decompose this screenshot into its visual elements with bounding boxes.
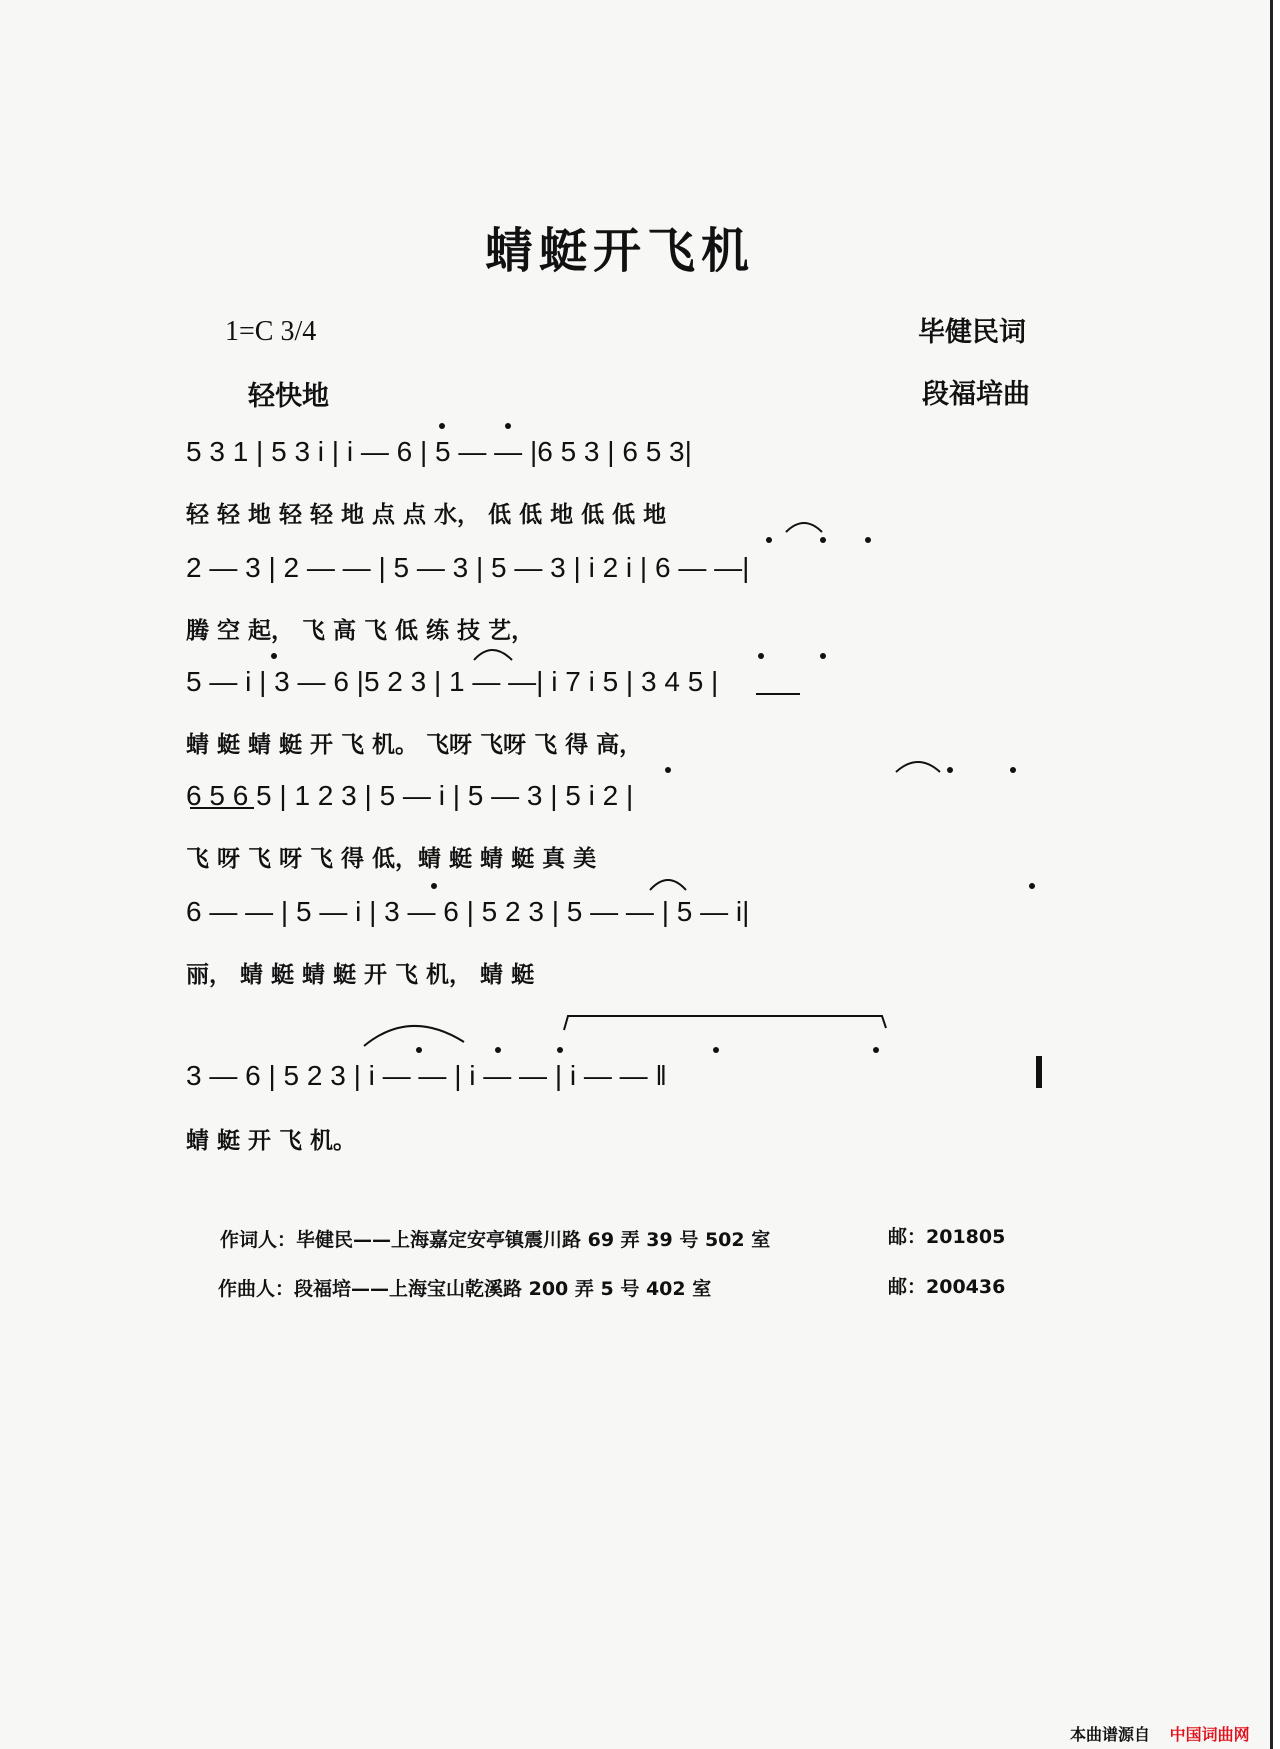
composer-postcode: 邮：200436 — [888, 1276, 1006, 1298]
octave-dot — [416, 1047, 422, 1053]
lyric-line-3: 蜻 蜓 蜻 蜓 开 飞 机。 飞呀 飞呀 飞 得 高， — [186, 732, 643, 758]
lyric-line-6: 蜻 蜓 开 飞 机。 — [186, 1128, 357, 1154]
octave-dot — [820, 653, 826, 659]
octave-dot — [1029, 883, 1035, 889]
octave-dot — [505, 423, 511, 429]
octave-dot — [820, 537, 826, 543]
octave-dot — [439, 423, 445, 429]
octave-dot — [873, 1047, 879, 1053]
tempo-marking: 轻快地 — [248, 381, 329, 412]
slur — [650, 880, 686, 890]
lyric-line-4: 飞 呀 飞 呀 飞 得 低，蜻 蜓 蜻 蜓 真 美 — [186, 846, 597, 872]
notation-line-1: 5 3 1 | 5 3 i | i — 6 | 5 — — |6 5 3 | 6 5 3| — [186, 436, 692, 467]
octave-dot — [1010, 767, 1016, 773]
slur — [786, 523, 822, 532]
lyric-line-5: 丽， 蜻 蜓 蜻 蜓 开 飞 机， 蜻 蜓 — [186, 962, 535, 988]
octave-dot — [947, 767, 953, 773]
octave-dot — [865, 537, 871, 543]
composer-address: 作曲人：段福培——上海宝山乾溪路 200 弄 5 号 402 室 — [218, 1278, 712, 1300]
octave-dot — [758, 653, 764, 659]
slur — [364, 1026, 464, 1046]
lyric-line-2: 腾 空 起， 飞 高 飞 低 练 技 艺， — [186, 618, 535, 644]
octave-dot — [766, 537, 772, 543]
footer-prefix: 本曲谱源自 — [1070, 1725, 1151, 1744]
slur — [474, 650, 512, 660]
octave-dot — [495, 1047, 501, 1053]
octave-dot — [665, 767, 671, 773]
notation-line-2: 2 — 3 | 2 — — | 5 — 3 | 5 — 3 | i 2 i | 6 — —| — [186, 552, 750, 583]
notation-line-4: 6 5 6 5 | 1 2 3 | 5 — i | 5 — 3 | 5 i 2 | — [186, 780, 634, 811]
lyricist-postcode: 邮：201805 — [888, 1226, 1006, 1248]
tie-bracket — [564, 1016, 886, 1030]
octave-dot — [557, 1047, 563, 1053]
composer-credit: 段福培曲 — [922, 379, 1030, 410]
octave-dot — [271, 653, 277, 659]
octave-dot — [713, 1047, 719, 1053]
octave-dot — [431, 883, 437, 889]
source-footer — [1070, 1722, 1250, 1745]
notation-line-5: 6 — — | 5 — i | 3 — 6 | 5 2 3 | 5 — — | 5 — i| — [186, 896, 750, 927]
lyricist-credit: 毕健民词 — [918, 317, 1026, 348]
lyricist-address: 作词人：毕健民——上海嘉定安亭镇震川路 69 弄 39 号 502 室 — [220, 1229, 771, 1251]
notation-line-3: 5 — i | 3 — 6 |5 2 3 | 1 — —| i 7 i 5 | 3 4 5 | — [186, 666, 719, 697]
footer-site-link[interactable]: 中国词曲网 — [1169, 1725, 1250, 1744]
notation-line-6: 3 — 6 | 5 2 3 | i — — | i — — | i — — ‖ — [186, 1060, 667, 1091]
song-title: 蜻蜓开飞机 — [484, 223, 755, 279]
final-barline — [1036, 1056, 1042, 1088]
lyric-line-1: 轻 轻 地 轻 轻 地 点 点 水， 低 低 地 低 低 地 — [186, 502, 667, 528]
key-signature: 1=C 3/4 — [225, 316, 317, 347]
slur — [896, 762, 940, 772]
